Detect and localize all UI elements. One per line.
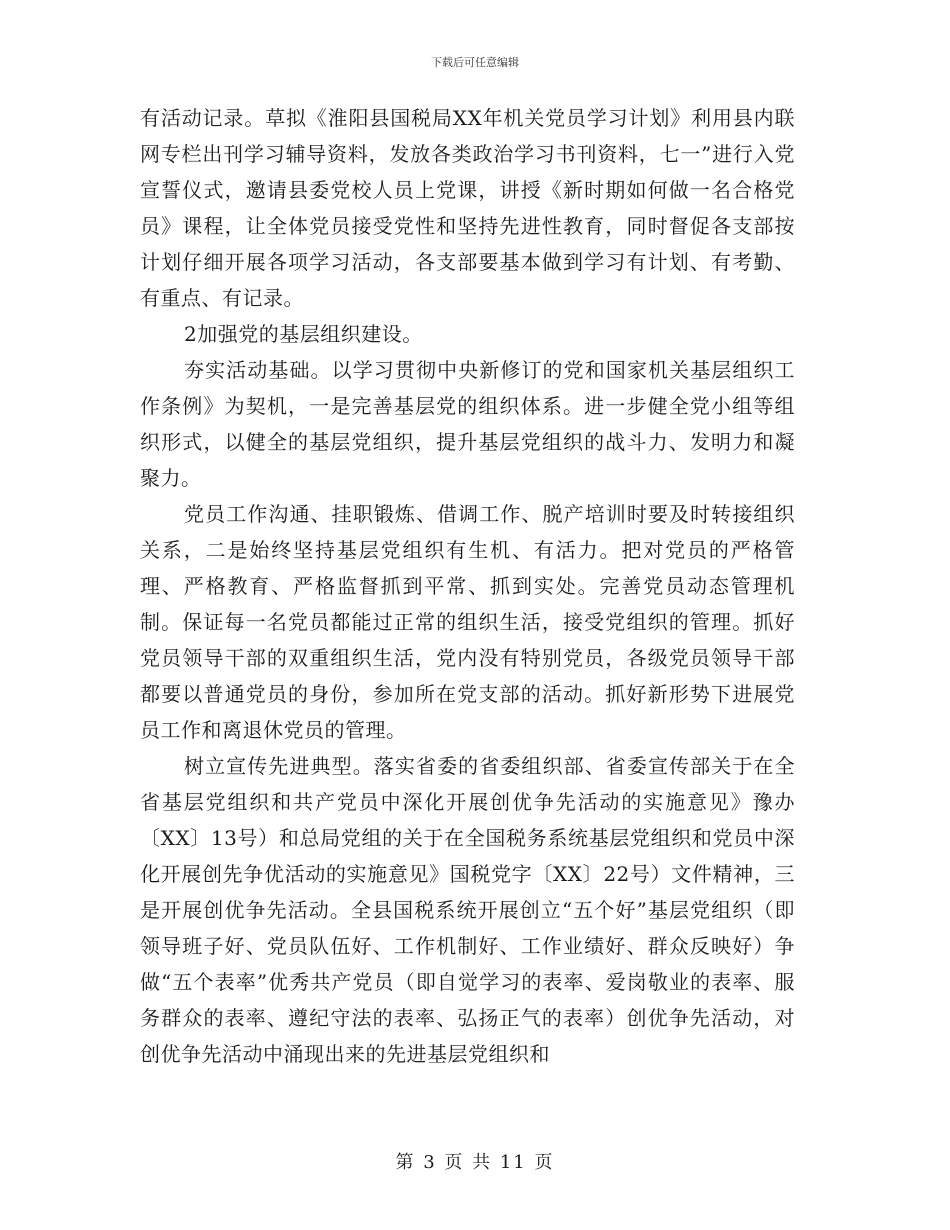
paragraph-3: 夯实活动基础。以学习贯彻中央新修订的党和国家机关基层组织工作条例》为契机，一是完善基层党的组织体系。进一步健全党小组等组织形式，以健全的基层党组织，提升基层党组织的战斗力、发明力和凝聚力。 [140, 358, 795, 490]
paragraph-2: 2加强党的基层组织建设。 [184, 322, 423, 346]
document-body [140, 100, 795, 1072]
paragraph-4: 党员工作沟通、挂职锻炼、借调工作、脱产培训时要及时转接组织关系，二是始终坚持基层党组织有生机、有活力。把对党员的严格管理、严格教育、严格监督抓到平常、抓到实处。完善党员动态管理机制。保证每一名党员都能过正常的组织生活，接受党组织的管理。抓好党员领导干部的双重组织生活，党内没有特别党员，各级党员领导干部都要以普通党员的身份，参加所在党支部的活动。抓好新形势下进展党员工作和离退休党员的管理。 [140, 502, 795, 742]
paragraph-5: 树立宣传先进典型。落实省委的省委组织部、省委宣传部关于在全省基层党组织和共产党员中深化开展创优争先活动的实施意见》豫办〔XX〕13号）和总局党组的关于在全国税务系统基层党组织和党员中深化开展创先争优活动的实施意见》国税党字〔XX〕22号）文件精神，三是开展创优争先活动。全县国税系统开展创立“五个好”基层党组织（即领导班子好、党员队伍好、工作机制好、工作业绩好、群众反映好）争做“五个表率”优秀共产党员（即自觉学习的表率、爱岗敬业的表率、服务群众的表率、遵纪守法的表率、弘扬正气的表率）创优争先活动，对创优争先活动中涌现出来的先进基层党组织和 [140, 754, 795, 1066]
page-header: 下载后可任意编辑 [431, 56, 519, 69]
paragraph-1: 有活动记录。草拟《淮阳县国税局XX年机关党员学习计划》利用县内联网专栏出刊学习辅导资料，发放各类政治学习书刊资料，七一”进行入党宣誓仪式，邀请县委党校人员上党课，讲授《新时期如何做一名合格党员》课程，让全体党员接受党性和坚持先进性教育，同时督促各支部按计划仔细开展各项学习活动，各支部要基本做到学习有计划、有考勤、有重点、有记录。 [140, 106, 795, 310]
page-number-footer: 第 3 页 共 11 页 [395, 1152, 555, 1173]
